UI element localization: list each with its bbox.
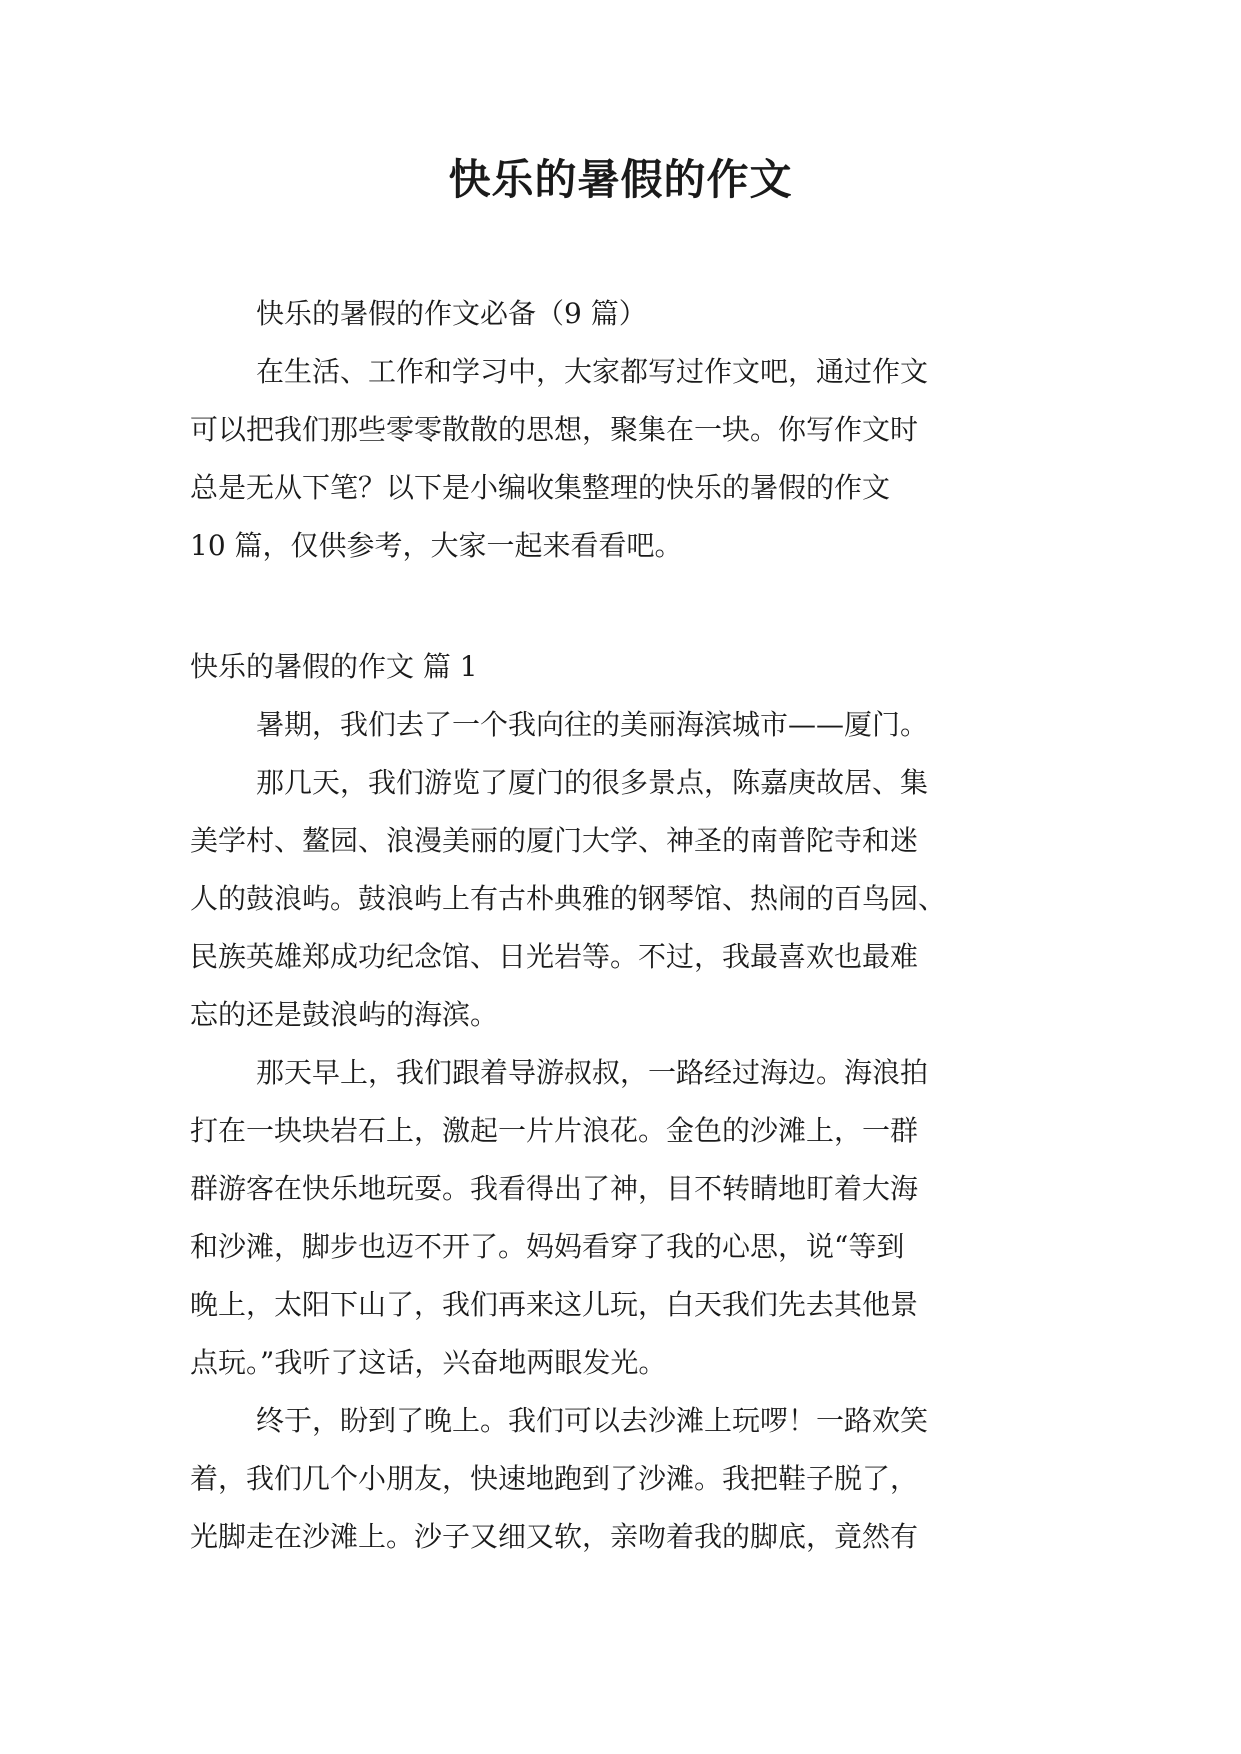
paragraph-line: 那天早上，我们跟着导游叔叔，一路经过海边。海浪拍 (256, 1056, 929, 1089)
paragraph-line: 10 篇，仅供参考，大家一起来看看吧。 (190, 529, 683, 562)
subtitle-line: 快乐的暑假的作文必备（9 篇） (256, 297, 647, 330)
paragraph-line: 着，我们几个小朋友，快速地跑到了沙滩。我把鞋子脱了， (190, 1462, 919, 1495)
paragraph-line: 忘的还是鼓浪屿的海滨。 (190, 998, 499, 1031)
paragraph-line: 可以把我们那些零零散散的思想，聚集在一块。你写作文时 (190, 413, 919, 446)
paragraph-line: 在生活、工作和学习中，大家都写过作文吧，通过作文 (256, 355, 929, 388)
paragraph-line: 美学村、鳌园、浪漫美丽的厦门大学、神圣的南普陀寺和迷 (190, 824, 919, 857)
document-title: 快乐的暑假的作文 (448, 155, 793, 204)
section-heading: 快乐的暑假的作文 篇 1 (190, 650, 478, 683)
paragraph-line: 光脚走在沙滩上。沙子又细又软，亲吻着我的脚底，竟然有 (190, 1520, 919, 1553)
paragraph-line: 总是无从下笔？以下是小编收集整理的快乐的暑假的作文 (190, 471, 891, 504)
paragraph-line: 人的鼓浪屿。鼓浪屿上有古朴典雅的钢琴馆、热闹的百鸟园、 (190, 882, 947, 915)
paragraph-line: 群游客在快乐地玩耍。我看得出了神，目不转睛地盯着大海 (190, 1172, 919, 1205)
paragraph-line: 那几天，我们游览了厦门的很多景点，陈嘉庚故居、集 (256, 766, 929, 799)
paragraph-line: 民族英雄郑成功纪念馆、日光岩等。不过，我最喜欢也最难 (190, 940, 919, 973)
paragraph-line: 打在一块块岩石上，激起一片片浪花。金色的沙滩上，一群 (190, 1114, 919, 1147)
paragraph-line: 点玩。”我听了这话，兴奋地两眼发光。 (190, 1346, 667, 1379)
paragraph-line: 暑期，我们去了一个我向往的美丽海滨城市——厦门。 (256, 708, 929, 741)
paragraph-line: 和沙滩，脚步也迈不开了。妈妈看穿了我的心思，说“等到 (190, 1230, 905, 1263)
paragraph-line: 晚上，太阳下山了，我们再来这儿玩，白天我们先去其他景 (190, 1288, 919, 1321)
paragraph-line: 终于，盼到了晚上。我们可以去沙滩上玩啰！一路欢笑 (256, 1404, 929, 1437)
